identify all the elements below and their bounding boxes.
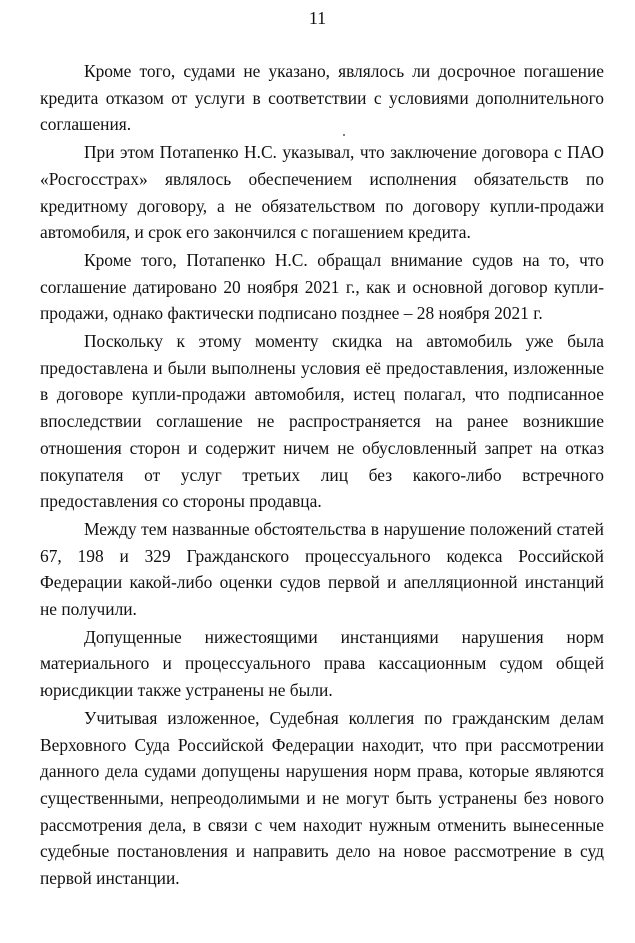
document-body [40,58,604,893]
paragraph-1: Кроме того, судами не указано, являлось ли досрочное погашение кредита отказом от услуги в соответствии с условиями дополнительного соглашения. [40,61,604,135]
paragraph-7: Учитывая изложенное, Судебная коллегия по гражданским делам Верховного Суда Российской Федерации находит, что при рассмотрении данного дела судами допущены нарушения норм права, которые являются существенными, непреодолимыми и не могут быть устранены без нового рассмотрения дела, в связи с чем находит нужным отменить вынесенные судебные постановления и направить дело на новое рассмотрение в суд первой инстанции. [40,707,604,889]
paragraph-6: Допущенные нижестоящими инстанциями нарушения норм материального и процессуального права кассационным судом общей юрисдикции также устранены не были. [40,626,604,701]
paragraph-4: Поскольку к этому моменту скидка на автомобиль уже была предоставлена и были выполнены условия её предоставления, изложенные в договоре купли-продажи автомобиля, истец полагал, что подписанное впоследствии соглашение не распространяется на ранее возникшие отношения сторон и содержит ничем не обусловленный запрет на отказ покупателя от услуг третьих лиц без какого-либо встречного предоставления со стороны продавца. [40,331,604,512]
page-number: 11 [308,8,327,28]
paragraph-3: Кроме того, Потапенко Н.С. обращал внимание судов на то, что соглашение датировано 20 ноября 2021 г., как и основной договор купли-продажи, однако фактически подписано позднее – 28 ноября 2021 г. [40,249,604,324]
paragraph-5: Между тем названные обстоятельства в нарушение положений статей 67, 198 и 329 Гражданского процессуального кодекса Российской Федерации какой-либо оценки судов первой и апелляционной инстанций не получили. [40,518,604,620]
paragraph-2: При этом Потапенко Н.С. указывал, что заключение договора с ПАО «Росгосстрах» являлось обеспечением исполнения обязательств по кредитному договору, а не обязательством по договору купли-продажи автомобиля, и срок его закончился с погашением кредита. [40,142,604,243]
